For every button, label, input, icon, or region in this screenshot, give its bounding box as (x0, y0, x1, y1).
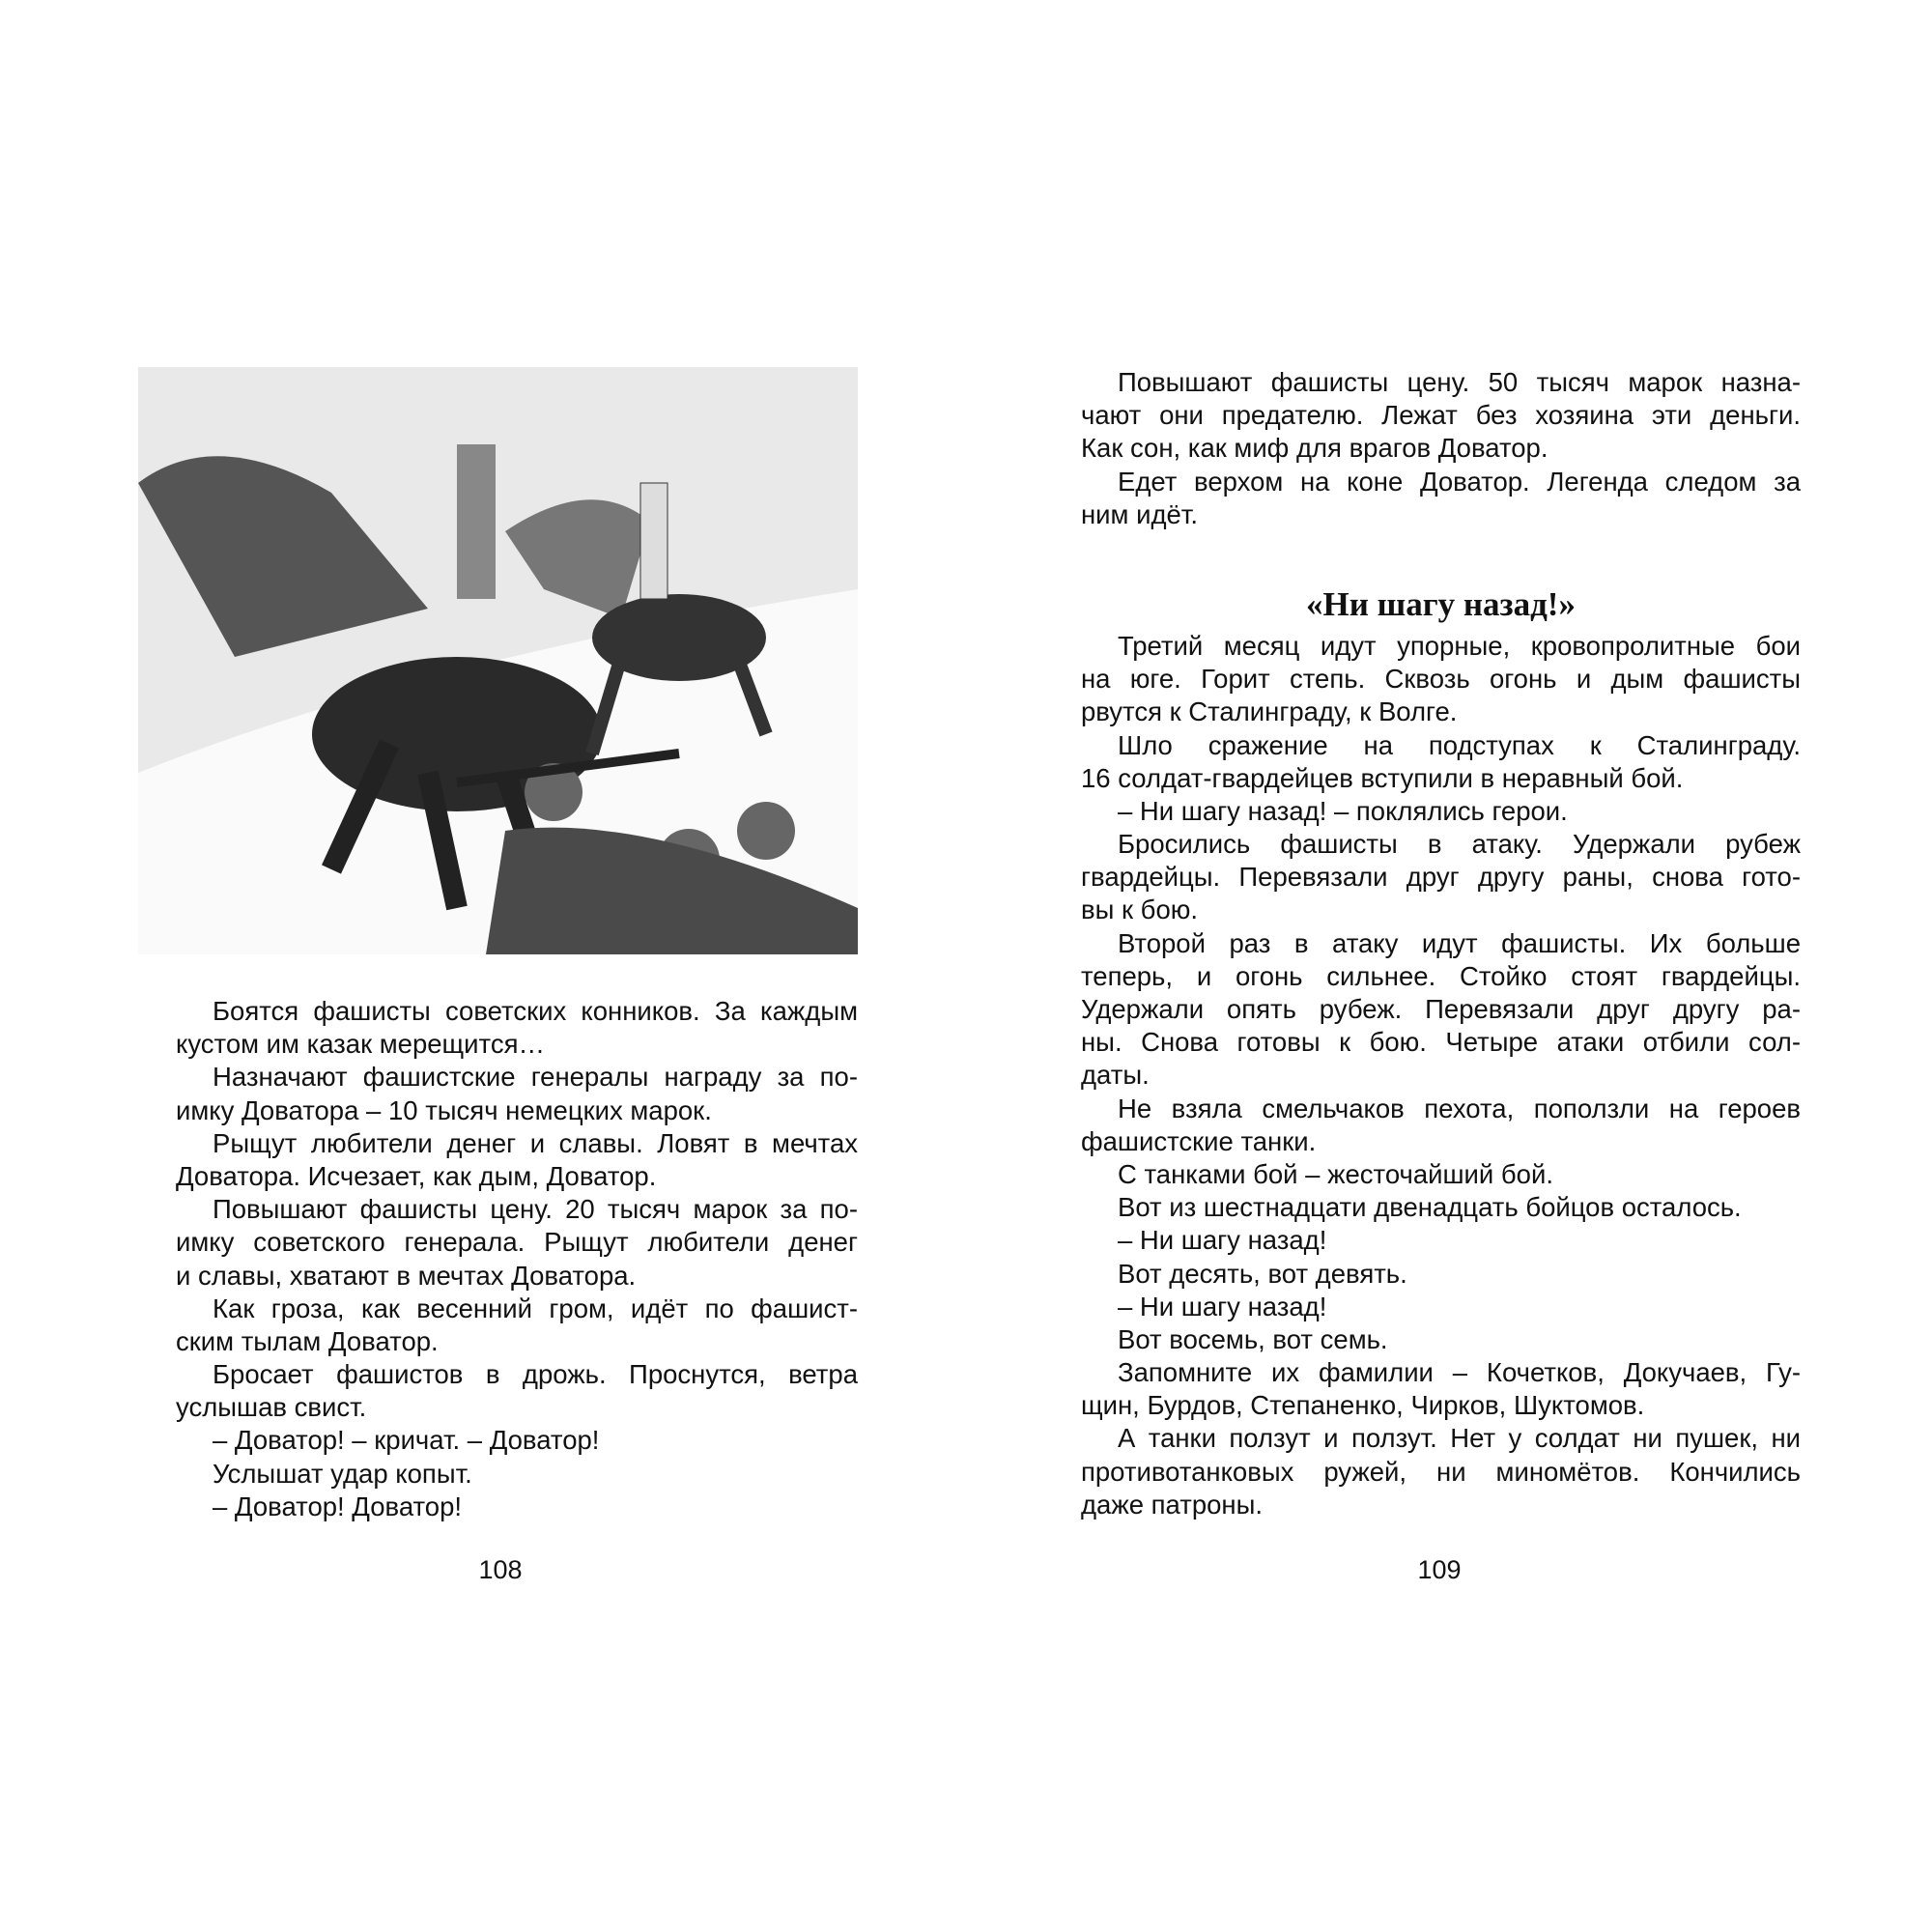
text-line: – Ни шагу назад! (1118, 1291, 1327, 1321)
text-line: имку Доватора – 10 тысяч немецких марок. (176, 1094, 712, 1125)
text-line: Услышат удар копыт. (213, 1458, 472, 1489)
text-line: – Ни шагу назад! – поклялись герои. (1118, 795, 1568, 826)
text-line: Как сон, как миф для врагов Доватор. (1081, 433, 1548, 464)
text-line: С танками бой – жесточайший бой. (1118, 1158, 1553, 1189)
text-line: на юге. Горит степь. Сквозь огонь и дым фашисты (1081, 664, 1801, 695)
text-line: Запомните их фамилии – Кочетков, Докучаев, Гу- (1118, 1357, 1801, 1388)
text-line: рвутся к Сталинграду, к Волге. (1081, 696, 1458, 727)
text-line: Боятся фашисты советских конников. За каждым (213, 996, 858, 1026)
text-line: Бросает фашистов в дрожь. Проснутся, ветра (213, 1359, 858, 1390)
text-line: Бросились фашисты в атаку. Удержали рубеж (1118, 829, 1801, 860)
text-line: Как гроза, как весенний гром, идёт по фашист- (213, 1293, 858, 1323)
text-line: Вот десять, вот девять. (1118, 1258, 1407, 1289)
text-line: – Ни шагу назад! (1118, 1225, 1327, 1256)
left-page-text (176, 995, 858, 1523)
text-line: Вот восемь, вот семь. (1118, 1323, 1388, 1354)
text-line: кустом им казак мерещится… (176, 1029, 545, 1060)
text-line: теперь, и огонь сильнее. Стойко стоят гвардейцы. (1081, 960, 1801, 991)
text-line: ним идёт. (1081, 498, 1198, 529)
text-line: – Доватор! – кричат. – Доватор! (213, 1425, 600, 1456)
text-line: Повышают фашисты цену. 50 тысяч марок назна- (1118, 367, 1801, 397)
text-line: щин, Бурдов, Степаненко, Чирков, Шуктомов. (1081, 1390, 1645, 1421)
text-line: Повышают фашисты цену. 20 тысяч марок за по- (213, 1194, 858, 1225)
text-line: услышав свист. (176, 1392, 367, 1423)
text-line: вы к бою. (1081, 895, 1198, 925)
text-line: Шло сражение на подступах к Сталинграду. (1118, 729, 1801, 760)
text-line: и славы, хватают в мечтах Доватора. (176, 1260, 637, 1291)
text-line: Назначают фашистские генералы награду за по- (213, 1062, 858, 1093)
illustration-drawing (138, 367, 858, 954)
text-line: Доватора. Исчезает, как дым, Доватор. (176, 1160, 657, 1191)
text-line: А танки ползут и ползут. Нет у солдат ни пушек, ни (1118, 1423, 1801, 1454)
page-number-left: 108 (478, 1555, 523, 1584)
text-line: Второй раз в атаку идут фашисты. Их больше (1118, 927, 1801, 958)
text-line: Вот из шестнадцати двенадцать бойцов осталось. (1118, 1192, 1742, 1223)
text-line: фашистские танки. (1081, 1125, 1317, 1156)
text-line: ны. Снова готовы к бою. Четыре атаки отбили сол- (1081, 1027, 1801, 1058)
text-line: даты. (1081, 1060, 1150, 1091)
chapter-heading: «Ни шагу назад!» (1306, 584, 1576, 623)
text-line: чают они предателю. Лежат без хозяина эти деньги. (1081, 400, 1801, 431)
text-line: Третий месяц идут упорные, кровопролитные бои (1118, 630, 1801, 661)
text-line: – Доватор! Доватор! (213, 1491, 463, 1521)
text-line: Удержали опять рубеж. Перевязали друг другу ра- (1081, 994, 1801, 1024)
text-line: Не взяла смельчаков пехота, поползли на героев (1118, 1093, 1801, 1123)
cavalry-battle-illustration (138, 367, 858, 954)
page-number-right: 109 (1417, 1555, 1462, 1584)
text-line: ским тылам Доватор. (176, 1325, 439, 1356)
right-page-text (1081, 366, 1801, 1521)
text-line: даже патроны. (1081, 1489, 1264, 1520)
text-line: противотанковых ружей, ни миномётов. Кончились (1081, 1456, 1801, 1487)
text-line: 16 солдат-гвардейцев вступили в неравный бой. (1081, 762, 1684, 793)
text-line: Едет верхом на коне Доватор. Легенда следом за (1118, 466, 1801, 497)
text-line: имку советского генерала. Рыщут любители денег (176, 1227, 858, 1258)
text-line: Рыщут любители денег и славы. Ловят в мечтах (213, 1127, 858, 1158)
text-line: гвардейцы. Перевязали друг другу раны, снова гото- (1081, 862, 1801, 893)
